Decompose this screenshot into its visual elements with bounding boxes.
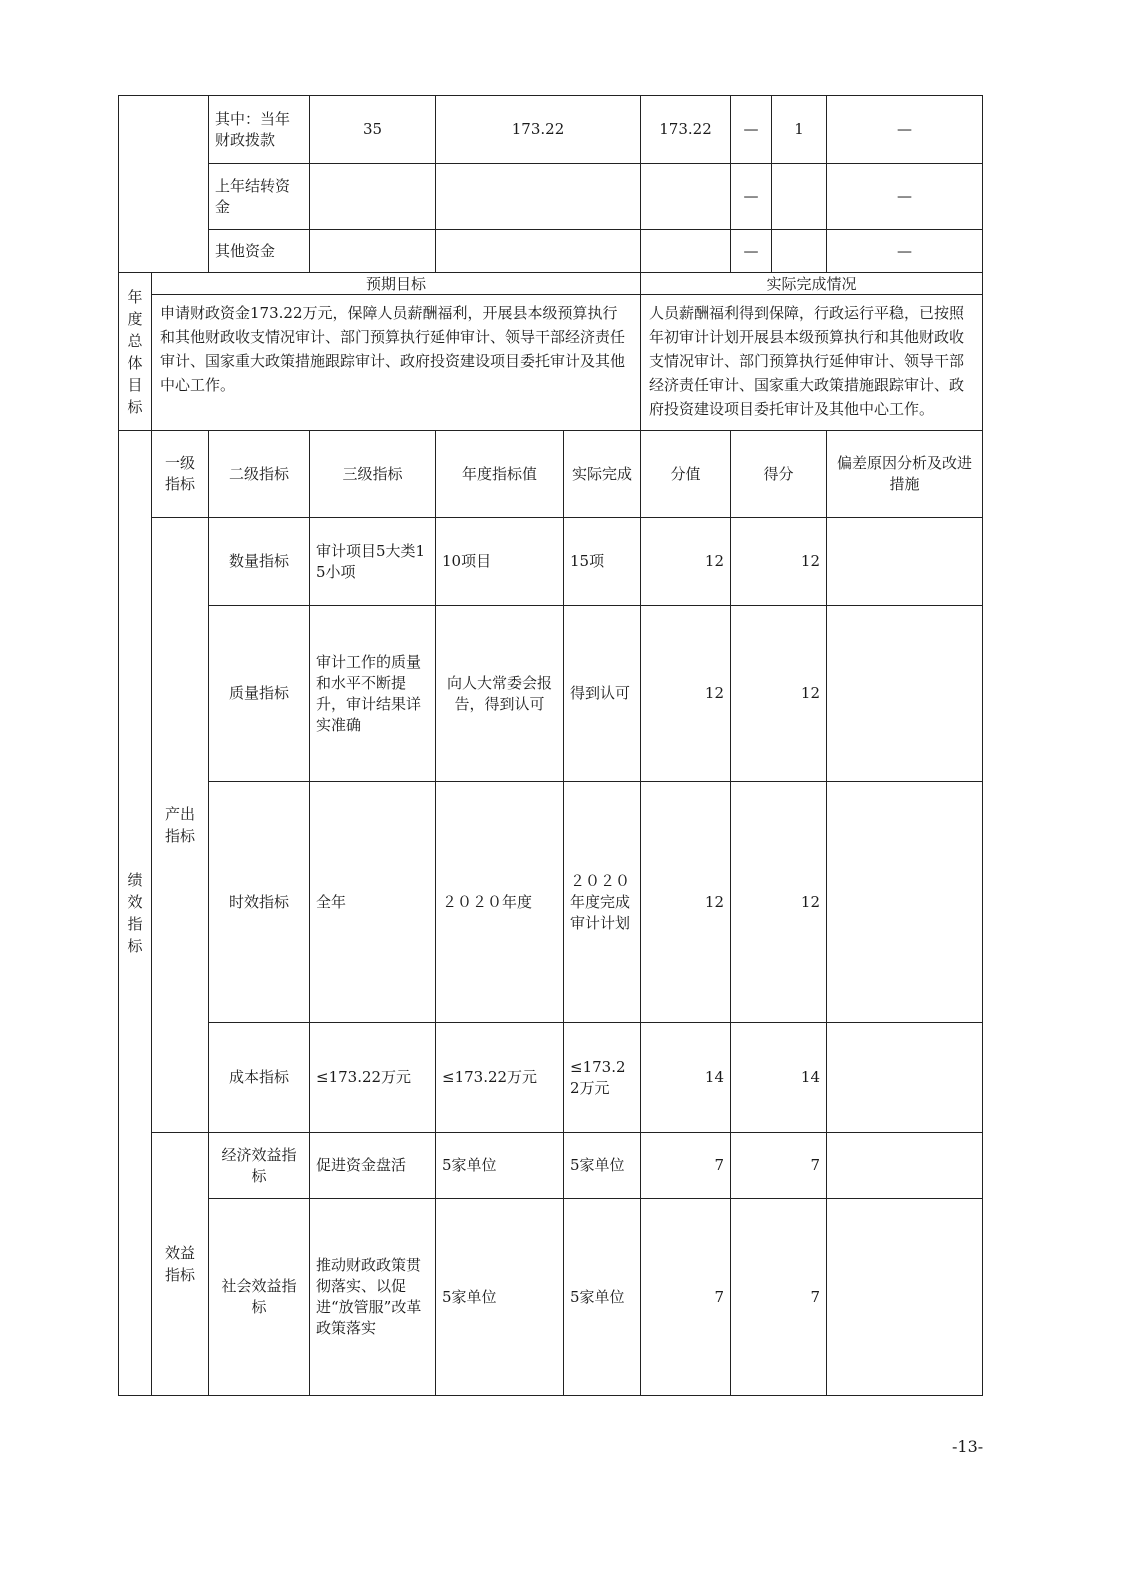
funding-adjusted	[436, 164, 641, 230]
header-target: 年度指标值	[436, 431, 564, 518]
indicator-row	[119, 606, 983, 782]
note-cell	[827, 1133, 983, 1199]
indicator-row	[119, 782, 983, 1023]
funding-row	[119, 96, 983, 164]
target-cell: 5家单位	[436, 1199, 564, 1396]
indicator-header-row	[119, 431, 983, 518]
level3-cell: 促进资金盘活	[310, 1133, 436, 1199]
funding-budget	[310, 164, 436, 230]
indicator-row	[119, 518, 983, 606]
indicator-row	[119, 1023, 983, 1133]
funding-budget: 35	[310, 96, 436, 164]
funding-label: 上年结转资金	[209, 164, 310, 230]
actual-cell: 15项	[564, 518, 641, 606]
header-score: 得分	[731, 431, 827, 518]
level2-cell: 成本指标	[209, 1023, 310, 1133]
level3-cell: 审计项目5大类15小项	[310, 518, 436, 606]
value-cell: 7	[641, 1199, 731, 1396]
note-cell	[827, 1023, 983, 1133]
funding-score: —	[731, 96, 772, 164]
funding-row	[119, 164, 983, 230]
score-cell: 7	[731, 1133, 827, 1199]
actual-cell: 5家单位	[564, 1199, 641, 1396]
value-cell: 7	[641, 1133, 731, 1199]
level3-cell: 审计工作的质量和水平不断提升，审计结果详实准确	[310, 606, 436, 782]
group-label-benefit: 效益指标	[152, 1133, 209, 1396]
funding-label: 其中：当年财政拨款	[209, 96, 310, 164]
target-cell: ≤173.22万元	[436, 1023, 564, 1133]
level3-cell: 全年	[310, 782, 436, 1023]
funding-actual: 173.22	[641, 96, 731, 164]
indicator-row	[119, 1199, 983, 1396]
target-cell: ２０２０年度	[436, 782, 564, 1023]
actual-cell: 得到认可	[564, 606, 641, 782]
funding-score: —	[731, 230, 772, 273]
indicator-row	[119, 1133, 983, 1199]
funding-rate	[772, 230, 827, 273]
score-cell: 12	[731, 782, 827, 1023]
level2-cell: 经济效益指标	[209, 1133, 310, 1199]
value-cell: 14	[641, 1023, 731, 1133]
funding-actual	[641, 164, 731, 230]
header-value: 分值	[641, 431, 731, 518]
value-cell: 12	[641, 782, 731, 1023]
header-level3: 三级指标	[310, 431, 436, 518]
page-number: -13-	[952, 1437, 984, 1456]
header-level2: 二级指标	[209, 431, 310, 518]
funding-rate	[772, 164, 827, 230]
funding-actual	[641, 230, 731, 273]
actual-goal-header: 实际完成情况	[641, 273, 983, 295]
funding-points: —	[827, 164, 983, 230]
performance-label: 绩效指标	[127, 871, 143, 955]
funding-points: —	[827, 96, 983, 164]
header-actual: 实际完成	[564, 431, 641, 518]
note-cell	[827, 782, 983, 1023]
funding-points: —	[827, 230, 983, 273]
funding-row	[119, 230, 983, 273]
actual-cell: 5家单位	[564, 1133, 641, 1199]
value-cell: 12	[641, 606, 731, 782]
target-cell: 向人大常委会报告，得到认可	[436, 606, 564, 782]
expected-goal-header: 预期目标	[152, 273, 641, 295]
level2-cell: 时效指标	[209, 782, 310, 1023]
score-cell: 12	[731, 606, 827, 782]
level2-cell: 社会效益指标	[209, 1199, 310, 1396]
level2-cell: 质量指标	[209, 606, 310, 782]
value-cell: 12	[641, 518, 731, 606]
level3-cell: 推动财政政策贯彻落实、以促进“放管服”改革政策落实	[310, 1199, 436, 1396]
funding-score: —	[731, 164, 772, 230]
score-cell: 14	[731, 1023, 827, 1133]
score-cell: 7	[731, 1199, 827, 1396]
header-level1: 一级指标	[152, 431, 209, 518]
level3-cell: ≤173.22万元	[310, 1023, 436, 1133]
actual-goal-text: 人员薪酬福利得到保障，行政运行平稳，已按照年初审计计划开展县本级预算执行和其他财政收支情况审计、部门预算执行延伸审计、领导干部经济责任审计、国家重大政策措施跟踪审计、政府投资建设项目委托审计及其他中心工作。	[641, 295, 983, 431]
annual-goal-header-row	[119, 273, 983, 295]
performance-table	[118, 95, 983, 1396]
funding-adjusted: 173.22	[436, 96, 641, 164]
performance-label-cell	[119, 431, 152, 1396]
score-cell: 12	[731, 518, 827, 606]
note-cell	[827, 1199, 983, 1396]
funding-rate: 1	[772, 96, 827, 164]
actual-cell: ２０２０年度完成审计计划	[564, 782, 641, 1023]
funding-blank-cell	[119, 96, 209, 273]
annual-goal-text-row	[119, 295, 983, 431]
annual-goal-label: 年度总体目标	[127, 287, 143, 416]
header-note: 偏差原因分析及改进措施	[827, 431, 983, 518]
level2-cell: 数量指标	[209, 518, 310, 606]
funding-label: 其他资金	[209, 230, 310, 273]
actual-cell: ≤173.22万元	[564, 1023, 641, 1133]
note-cell	[827, 606, 983, 782]
funding-adjusted	[436, 230, 641, 273]
target-cell: 10项目	[436, 518, 564, 606]
expected-goal-text: 申请财政资金173.22万元，保障人员薪酬福利，开展县本级预算执行和其他财政收支情况审计、部门预算执行延伸审计、领导干部经济责任审计、国家重大政策措施跟踪审计、政府投资建设项目委托审计及其他中心工作。	[152, 295, 641, 431]
group-label-output: 产出指标	[152, 518, 209, 1133]
annual-goal-label-cell	[119, 273, 152, 431]
target-cell: 5家单位	[436, 1133, 564, 1199]
funding-budget	[310, 230, 436, 273]
note-cell	[827, 518, 983, 606]
